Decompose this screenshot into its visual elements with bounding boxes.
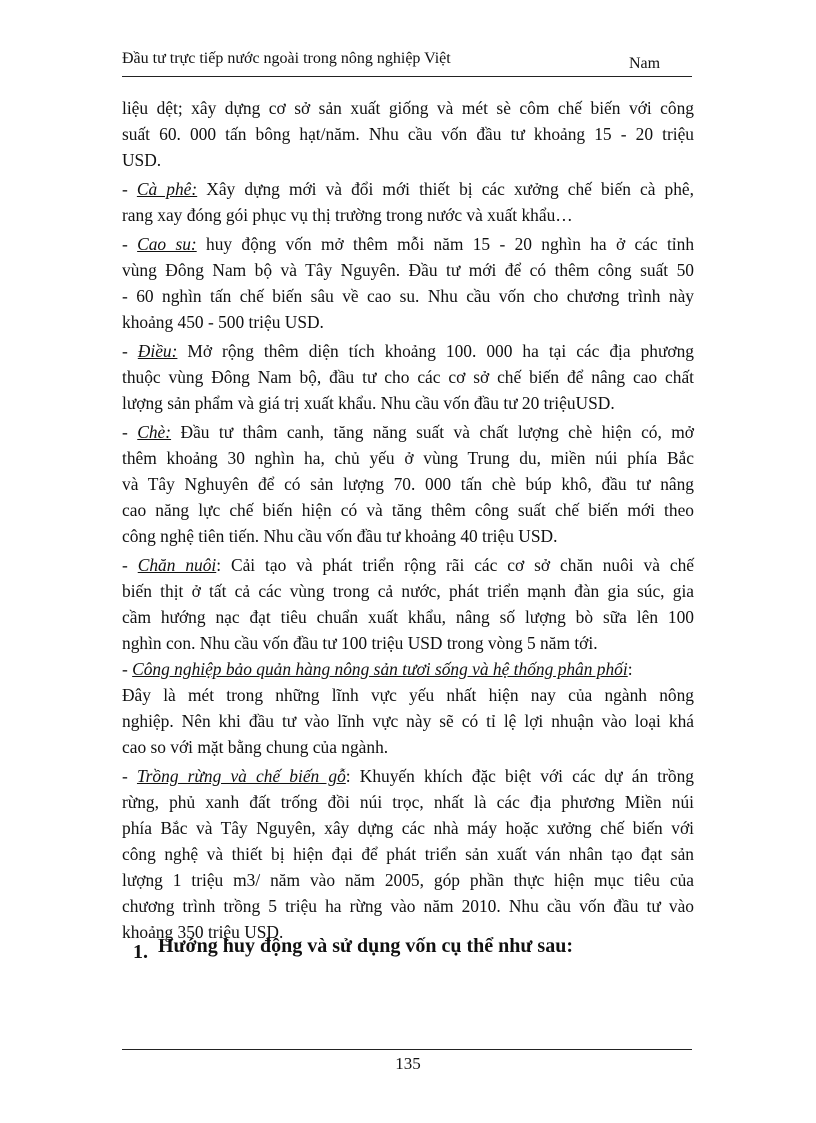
item-label: Cà phê: xyxy=(136,179,198,199)
paragraph-tea xyxy=(122,419,694,549)
running-header xyxy=(122,50,692,77)
text-line: liệu dệt; xây dựng cơ sở sản xuất giống và mét sè côm chế biến với công xyxy=(122,98,694,118)
text-line: nghiệp. Nên khi đầu tư vào lĩnh vực này sẽ có tỉ lệ lợi nhuận vào loại khá xyxy=(122,711,694,731)
heading-text: Hướng huy động và sử dụng vốn cụ thể như sau: xyxy=(158,935,573,957)
text-line xyxy=(122,656,694,682)
text-line: lượng sản phẩm và giá trị xuất khẩu. Nhu cầu vốn đầu tư 20 triệuUSD. xyxy=(122,393,615,413)
text-line: rừng, phủ xanh đất trống đồi núi trọc, nhất là các địa phương Miền núi xyxy=(122,792,694,812)
item-label: Cao su: xyxy=(137,234,197,254)
item-text: : Cải tạo và phát triển rộng rãi các cơ sở chăn nuôi và chế xyxy=(216,555,695,575)
text-line: - 60 nghìn tấn chế biến sâu về cao su. Nhu cầu vốn cho chương trình này xyxy=(122,286,694,306)
document-body xyxy=(122,95,694,945)
text-line: công nghệ và thiết bị hiện đại để phát triển sản xuất ván nhân tạo đạt sản xyxy=(122,844,694,864)
text-line xyxy=(122,176,694,202)
text-line: thêm khoảng 30 nghìn ha, chủ yếu ở vùng Trung du, miền núi phía Bắc xyxy=(122,448,694,468)
paragraph-cashew xyxy=(122,338,694,416)
item-text: Xây dựng mới và đổi mới thiết bị các xưởng chế biến cà phê, xyxy=(197,179,695,199)
dash: - xyxy=(122,659,133,679)
text-line: USD. xyxy=(122,150,162,170)
item-label: Trồng rừng và chế biến gỗ xyxy=(136,766,346,786)
dash: - xyxy=(122,422,138,442)
text-line: cao so với mặt bằng chung của ngành. xyxy=(122,737,389,757)
text-line: Đây là mét trong những lĩnh vực yếu nhất hiện nay của ngành nông xyxy=(122,685,694,705)
dash: - xyxy=(122,555,138,575)
text-line: chương trình trồng 5 triệu ha rừng vào năm 2010. Nhu cầu vốn đầu tư vào xyxy=(122,896,694,916)
item-label: Điều: xyxy=(137,341,178,361)
text-line: suất 60. 000 tấn bông hạt/năm. Nhu cầu vốn đầu tư khoảng 15 - 20 triệu xyxy=(122,124,694,144)
text-line: rang xay đóng gói phục vụ thị trường trong nước và xuất khẩu… xyxy=(122,205,573,225)
footer-divider xyxy=(122,1049,692,1050)
heading-number: 1. xyxy=(133,941,148,963)
text-line xyxy=(122,338,694,364)
header-title-tail: Nam xyxy=(629,55,661,72)
text-line: phía Bắc và Tây Nguyên, xây dựng các nhà máy hoặc xưởng chế biến với xyxy=(122,818,694,838)
item-label: Công nghiệp bảo quản hàng nông sản tươi sống và hệ thống phân phối xyxy=(132,659,628,679)
text-line xyxy=(122,419,694,445)
text-line xyxy=(122,763,694,789)
page-number: 135 xyxy=(395,1054,421,1073)
text-line: vùng Đông Nam bộ và Tây Nguyên. Đầu tư mới để có thêm công suất 50 xyxy=(122,260,694,280)
text-line xyxy=(122,552,694,578)
paragraph-livestock xyxy=(122,552,694,656)
dash: - xyxy=(122,234,138,254)
text-line: khoảng 450 - 500 triệu USD. xyxy=(122,312,324,332)
dash: - xyxy=(122,766,137,786)
text-line: biến thịt ở tất cả các vùng trong cả nước, phát triển mạnh đàn gia súc, gia xyxy=(122,581,694,601)
dash: - xyxy=(122,341,138,361)
paragraph-forestry xyxy=(122,763,694,945)
item-text: : xyxy=(627,659,633,679)
item-text: : Khuyến khích đặc biệt với các dự án trồng xyxy=(345,766,695,786)
header-title: Đầu tư trực tiếp nước ngoài trong nông nghiệp Việt xyxy=(122,50,451,67)
paragraph-preservation xyxy=(122,656,694,760)
item-text: Mở rộng thêm diện tích khoảng 100. 000 ha tại các địa phương xyxy=(177,341,694,361)
item-text: huy động vốn mở thêm mỗi năm 15 - 20 nghìn ha ở các tỉnh xyxy=(196,234,695,254)
text-line: thuộc vùng Đông Nam bộ, đầu tư cho các cơ sở chế biến để nâng cao chất xyxy=(122,367,694,387)
paragraph-coffee xyxy=(122,176,694,228)
item-text: Đầu tư thâm canh, tăng năng suất và chất lượng chè hiện có, mở xyxy=(171,422,695,442)
item-label: Chè: xyxy=(137,422,172,442)
paragraph-rubber xyxy=(122,231,694,335)
text-line: cao năng lực chế biến hiện có và tăng thêm công suất chế biến mới theo xyxy=(122,500,694,520)
text-line: lượng 1 triệu m3/ năm vào năm 2005, góp phần thực hiện mục tiêu của xyxy=(122,870,694,890)
item-label: Chăn nuôi xyxy=(137,555,217,575)
section-heading xyxy=(133,935,573,963)
text-line: nghìn con. Nhu cầu vốn đầu tư 100 triệu USD trong vòng 5 năm tới. xyxy=(122,633,598,653)
text-line: công nghệ tiên tiến. Nhu cầu vốn đầu tư khoảng 40 triệu USD. xyxy=(122,526,558,546)
text-line: và Tây Nghuyên để có sản lượng 70. 000 tấn chè búp khô, đầu tư nâng xyxy=(122,474,694,494)
text-line: cầm hướng nạc đạt tiêu chuẩn xuất khẩu, nâng số lượng bò sữa lên 100 xyxy=(122,607,694,627)
dash: - xyxy=(122,179,137,199)
text-line: khoảng 350 triệu USD. xyxy=(122,922,284,942)
text-line xyxy=(122,231,694,257)
paragraph-textile xyxy=(122,95,694,173)
